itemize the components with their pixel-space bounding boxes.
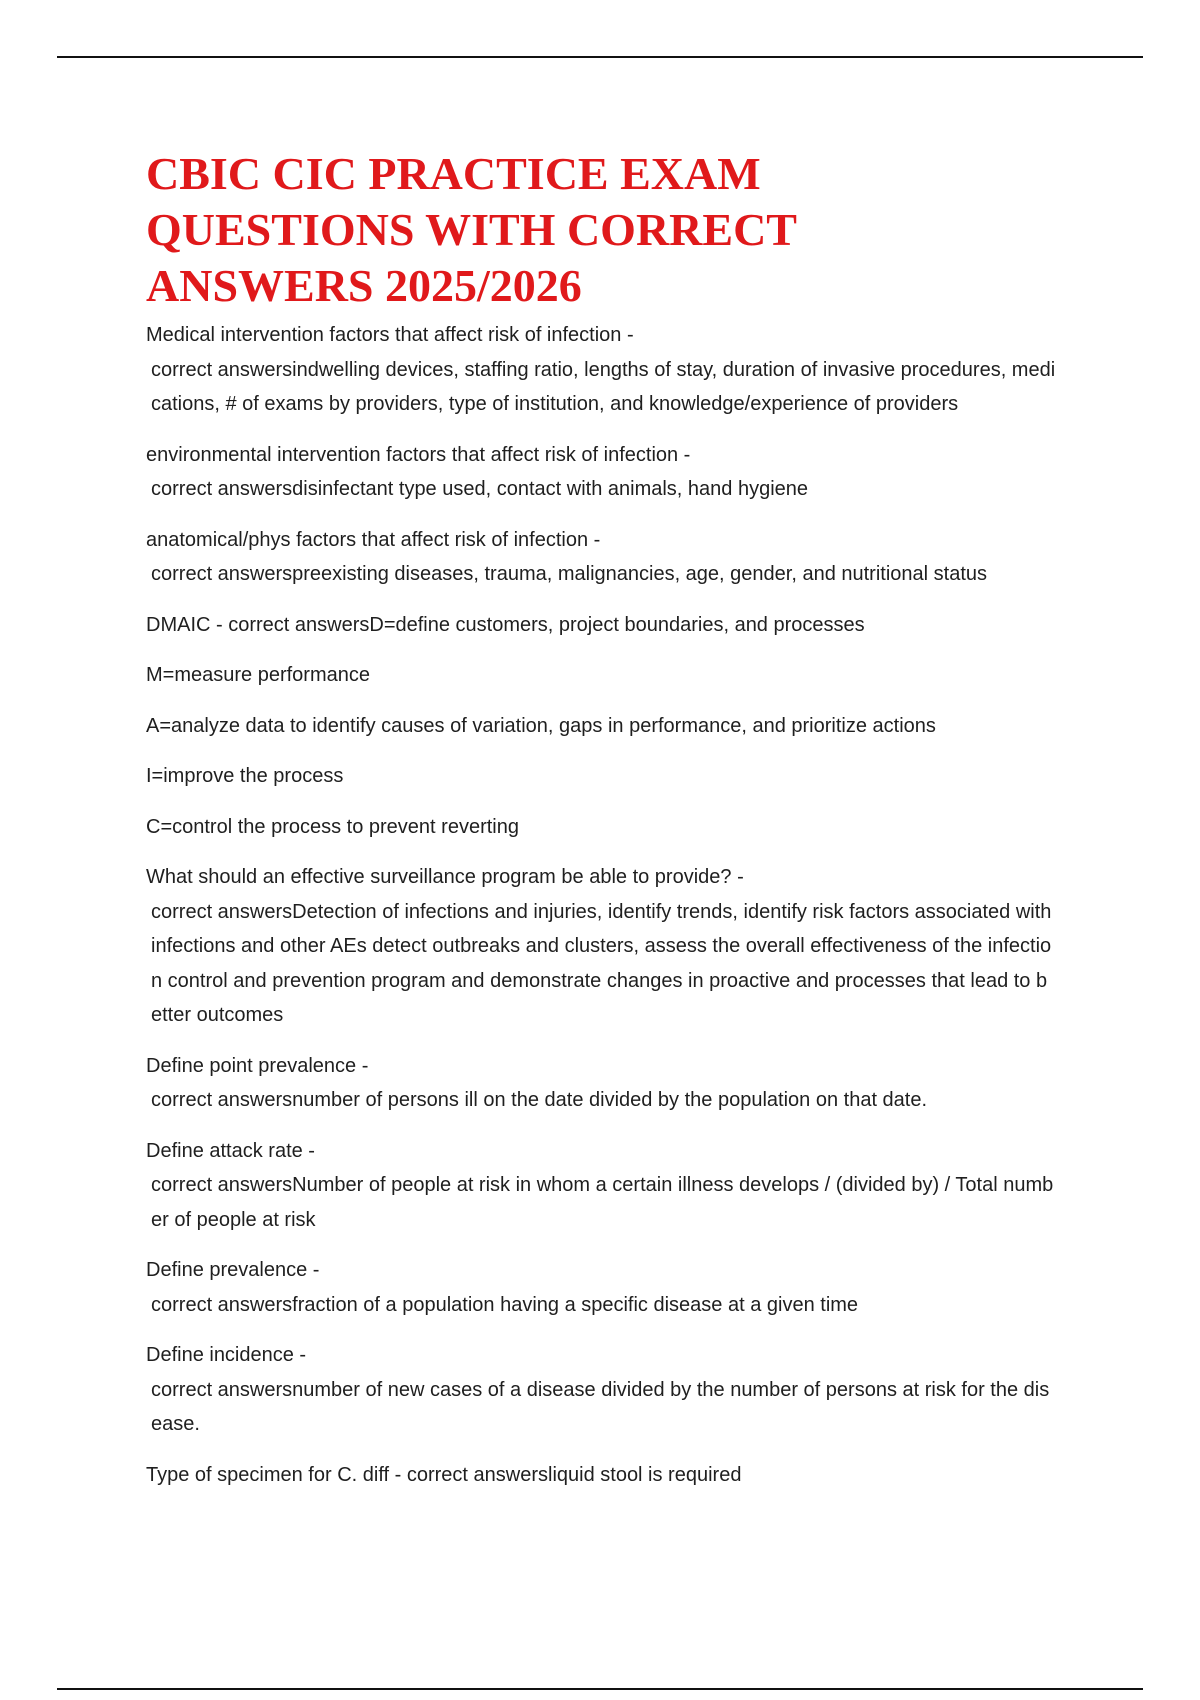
qa-item-c-diff: Type of specimen for C. diff - correct answersliquid stool is required xyxy=(146,1463,742,1486)
qa-item-surveillance xyxy=(146,860,1056,1033)
qa-item-point-prevalence xyxy=(146,1049,1056,1118)
answer-text: correct answerspreexisting diseases, trauma, malignancies, age, gender, and nutritional status xyxy=(151,563,988,585)
question-text: Define incidence - xyxy=(146,1344,307,1366)
qa-item-medical-intervention xyxy=(146,318,1056,422)
dmaic-line-i: I=improve the process xyxy=(146,765,344,787)
header-rule xyxy=(57,56,1143,58)
question-text: Medical intervention factors that affect risk of infection - xyxy=(146,324,634,346)
question-text: environmental intervention factors that affect risk of infection - xyxy=(146,443,691,466)
answer-text: correct answersdisinfectant type used, contact with animals, hand hygiene xyxy=(151,478,809,500)
title-line-3: ANSWERS 2025/2026 xyxy=(146,260,582,311)
dmaic-line-c: C=control the process to prevent reverting xyxy=(146,815,519,838)
question-text: Define attack rate - xyxy=(146,1139,315,1162)
dmaic-line-m: M=measure performance xyxy=(146,664,370,686)
answer-text: correct answersNumber of people at risk in whom a certain illness develops / (divided by) / Total number of people at risk xyxy=(151,1174,1054,1231)
answer-text: correct answersnumber of new cases of a disease divided by the number of persons at risk for the disease. xyxy=(151,1378,1050,1435)
dmaic-line-a: A=analyze data to identify causes of variation, gaps in performance, and prioritize actions xyxy=(146,714,936,737)
qa-item-incidence xyxy=(146,1338,1056,1442)
title-line-2: QUESTIONS WITH CORRECT xyxy=(146,204,797,255)
qa-item-environmental xyxy=(146,438,1056,507)
footer-rule xyxy=(57,1688,1143,1690)
answer-text: correct answersnumber of persons ill on the date divided by the population on that date. xyxy=(151,1089,928,1111)
answer-text: correct answersfraction of a population having a specific disease at a given time xyxy=(151,1293,859,1316)
question-text: Define prevalence - xyxy=(146,1259,320,1281)
qa-item-prevalence xyxy=(146,1253,1056,1322)
answer-text: correct answersDetection of infections and injuries, identify trends, identify risk factors associated with infections and other AEs detect outbreaks and clusters, assess the overall effectiveness of the infection control and prevention program and demonstrate changes in proactive and processes that lead to better outcomes xyxy=(151,900,1052,1026)
document-body xyxy=(146,146,1056,1508)
title-line-1: CBIC CIC PRACTICE EXAM xyxy=(146,148,761,199)
qa-item-anatomical xyxy=(146,523,1056,592)
answer-text: correct answersindwelling devices, staffing ratio, lengths of stay, duration of invasive procedures, medications, # of exams by providers, type of institution, and knowledge/experience of providers xyxy=(151,358,1056,415)
dmaic-line-d: DMAIC - correct answersD=define customers, project boundaries, and processes xyxy=(146,613,865,636)
question-text: anatomical/phys factors that affect risk of infection - xyxy=(146,528,601,551)
qa-item-attack-rate xyxy=(146,1134,1056,1238)
question-text: What should an effective surveillance program be able to provide? - xyxy=(146,866,744,888)
question-text: Define point prevalence - xyxy=(146,1054,369,1077)
document-title xyxy=(146,146,1056,314)
